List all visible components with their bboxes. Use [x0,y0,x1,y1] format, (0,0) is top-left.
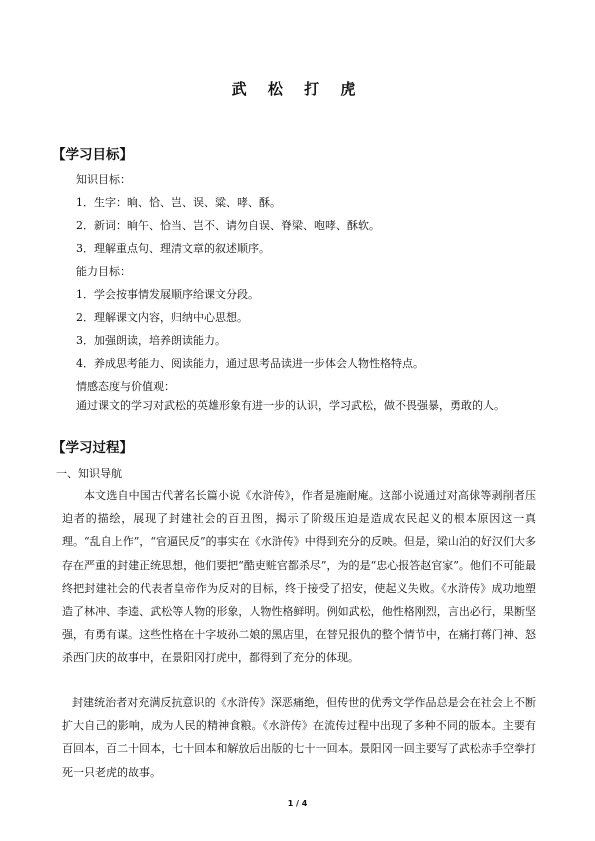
paragraph: 封建统治者对充满反抗意识的《水浒传》深恶痛绝，但传世的优秀文学作品总是会在社会上不断扩大自己的影响，成为人民的精神食粮。《水浒传》在流传过程中出现了多种不同的版本。主要有百回本，百二十回本，七十回本和解放后出版的七十一回本。景阳冈一回主要写了武松赤手空拳打死一只老虎的故事。 [62,696,536,779]
knowledge-item: 3．理解重点句、理清文章的叙述顺序。 [76,242,270,255]
ability-item: 3．加强朗读，培养朗读能力。 [76,334,226,347]
knowledge-item: 1．生字：晌、恰、岂、误、粱、哮、酥。 [76,196,281,209]
ability-item: 1．学会按事情发展顺序给课文分段。 [76,288,259,301]
page-number: 1 / 4 [287,799,308,808]
ability-goal-label: 能力目标： [76,265,131,278]
page-title: 武 松 打 虎 [231,80,364,98]
section-heading-goals: 【学习目标】 [52,147,133,163]
section-heading-process: 【学习过程】 [52,440,133,456]
subsection-title: 一、知识导航 [56,467,122,480]
knowledge-item: 2．新词：晌午、恰当、岂不、请勿自误、脊梁、咆哮、酥软。 [76,219,380,232]
emotion-goal-text: 通过课文的学习对武松的英雄形象有进一步的认识，学习武松，做不畏强暴，勇敢的人。 [76,399,505,412]
ability-item: 2．理解课文内容，归纳中心思想。 [76,311,248,324]
paragraph: 本文选自中国古代著名长篇小说《水浒传》，作者是施耐庵。这部小说通过对高俅等剥削者压迫者的描绘，展现了封建社会的百丑图，揭示了阶级压迫是造成农民起义的根本原因这一真理。“乱自上作”，“官逼民反”的事实在《水浒传》中得到充分的反映。但是，梁山泊的好汉们大多存在严重的封建正统思想，他们要把“酷吏赃官都杀尽”，为的是“忠心报答赵官家”。他们不可能最终把封建社会的代表者皇帝作为反对的目标，终于接受了招安，使起义失败。《水浒传》成功地塑造了林冲、李逵、武松等人物的形象，人物性格鲜明。例如武松，他性格刚烈，言出必行，果断坚强，有勇有谋。这些性格在十字坡孙二娘的黑店里，在替兄报仇的整个情节中，在痛打蒋门神、怒杀西门庆的故事中，在景阳冈打虎中，都得到了充分的体现。 [62,489,536,665]
knowledge-goal-label: 知识目标： [76,173,131,186]
emotion-goal-label: 情感态度与价值观： [76,380,175,393]
ability-item: 4．养成思考能力、阅读能力，通过思考品读进一步体会人物性格特点。 [76,357,424,370]
